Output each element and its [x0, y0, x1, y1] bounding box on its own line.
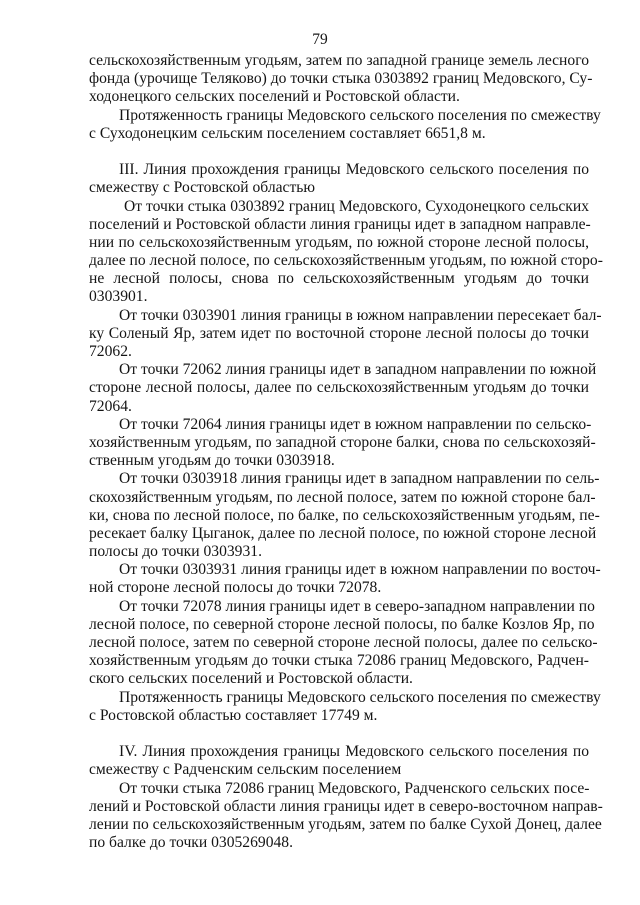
text-line: От точки стыка 72086 границ Медовского, Радченского сельских посе- — [119, 779, 590, 797]
heading-line: смежеству с Радченским сельским поселением — [89, 761, 402, 779]
text-line: лении по сельскохозяйственным угодьям, затем по балке Сухой Донец, далее — [89, 815, 602, 833]
heading-line: смежеству с Ростовской областью — [89, 179, 316, 197]
text-line: От точки 0303931 линия границы идет в южном направлении по восточ- — [119, 561, 601, 579]
text-line: ки, снова по лесной полосе, по балке, по сельскохозяйственным угодьям, пе- — [89, 506, 600, 524]
text-line: лесной полосе, по северной стороне лесной полосы, по балке Козлов Яр, по — [89, 615, 595, 633]
paragraph — [89, 52, 593, 107]
text-line: Протяженность границы Медовского сельского поселения по смежеству — [119, 688, 601, 706]
paragraph — [89, 197, 603, 307]
text-line: От точки 0303901 линия границы в южном направлении пересекает бал- — [119, 306, 602, 324]
document-body — [89, 52, 603, 852]
text-line: ского сельских поселений и Ростовской области. — [89, 670, 413, 688]
text-line: хозяйственным угодьям, по западной стороне балки, снова по сельскохозяй- — [89, 433, 596, 451]
text-line: ходонецкого сельских поселений и Ростовской области. — [89, 88, 460, 106]
paragraph — [89, 415, 596, 471]
text-line: полосы до точки 0303931. — [89, 543, 262, 561]
text-line: 0303901. — [89, 288, 148, 306]
text-line: От точки 0303918 линия границы идет в западном направлении по сель- — [119, 470, 600, 488]
paragraph — [89, 779, 603, 853]
text-line: далее по лесной полосе, по сельскохозяйственным угодьям, по южной сторо- — [89, 252, 603, 270]
paragraph — [89, 470, 600, 561]
text-line: 72064. — [89, 397, 132, 415]
text-line: 72062. — [89, 343, 132, 360]
heading-line: IV. Линия прохождения границы Медовского сельского поселения по — [119, 743, 589, 761]
heading-line: III. Линия прохождения границы Медовского сельского поселения по — [119, 161, 589, 179]
text-line: поселений и Ростовской области линия границы идет в западном направле- — [89, 215, 591, 233]
text-line: ресекает балку Цыганок, далее по лесной полосе, по южной стороне лесной — [89, 524, 597, 542]
text-line: Протяженность границы Медовского сельского поселения по смежеству — [119, 106, 601, 124]
text-line: хозяйственным угодьям до точки стыка 72086 границ Медовского, Радчен- — [89, 652, 589, 670]
text-line: сельскохозяйственным угодьям, затем по западной границе земель лесного — [89, 52, 589, 69]
text-line: фонда (урочище Теляково) до точки стыка 0303892 границ Медовского, Су- — [89, 70, 593, 88]
text-line: ной стороне лесной полосы до точки 72078. — [89, 579, 382, 597]
paragraph — [89, 561, 601, 597]
text-line: лений и Ростовской области линия границы идет в северо-восточном направ- — [89, 797, 603, 815]
text-line: От точки 72064 линия границы идет в южном направлении по сельско- — [119, 415, 592, 433]
text-line: стороне лесной полосы, далее по сельскохозяйственным угодьям до точки — [89, 379, 589, 397]
section-heading-3 — [89, 161, 589, 197]
text-line: не лесной полосы, снова по сельскохозяйственным угодьям до точки — [89, 270, 589, 288]
text-line: От точки стыка 0303892 границ Медовского, Суходонецкого сельских — [124, 197, 589, 215]
spacer — [89, 143, 589, 161]
text-line: по балке до точки 0305269048. — [89, 834, 293, 852]
text-line: с Суходонецким сельским поселением составляет 6651,8 м. — [89, 124, 486, 142]
text-line: нии по сельскохозяйственным угодьям, по южной стороне лесной полосы, — [89, 233, 589, 251]
paragraph — [89, 306, 602, 362]
section-heading-4 — [89, 743, 589, 779]
paragraph — [89, 361, 597, 416]
spacer — [89, 725, 589, 743]
text-line: лесной полосе, затем по северной стороне лесной полосы, далее по сельско- — [89, 634, 598, 651]
text-line: скохозяйственным угодьям, по лесной полосе, затем по южной стороне бал- — [89, 488, 596, 506]
paragraph — [89, 597, 598, 689]
text-line: От точки 72062 линия границы идет в западном направлении по южной — [119, 361, 597, 379]
text-line: ственным угодьям до точки 0303918. — [89, 452, 335, 470]
paragraph — [89, 106, 601, 143]
text-line: ку Соленый Яр, затем идет по восточной стороне лесной полосы до точки — [89, 324, 589, 342]
text-line: От точки 72078 линия границы идет в северо-западном направлении по — [119, 597, 595, 615]
text-line: с Ростовской областью составляет 17749 м. — [89, 706, 378, 724]
page-number: 79 — [312, 31, 328, 48]
paragraph — [89, 688, 601, 725]
